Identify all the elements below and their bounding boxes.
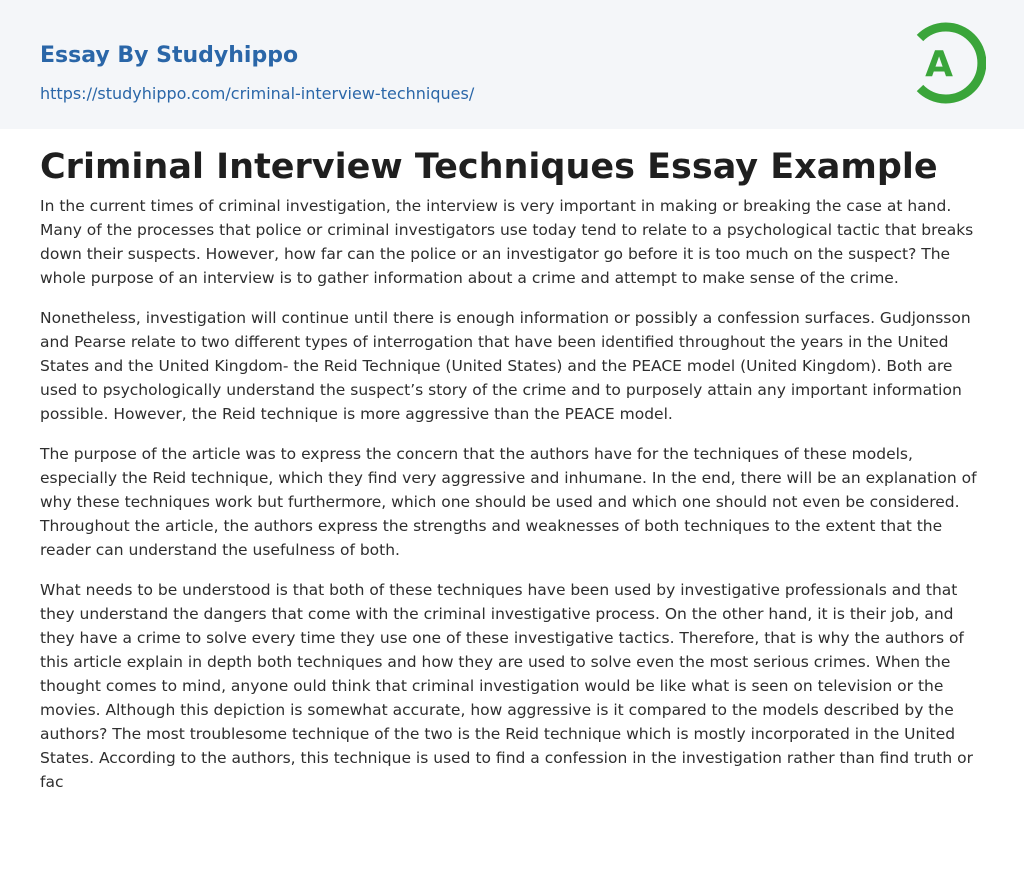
logo-icon xyxy=(912,20,986,106)
site-brand[interactable]: Essay By Studyhippo xyxy=(40,43,299,68)
paragraph-3: The purpose of the article was to express the concern that the authors have for the techniques of these models, especially the Reid technique, which they find very aggressive and inhumane. In the end, there will be an explanation of why these techniques work but furthermore, which one should be used and which one should not even be considered. Throughout the article, the authors express the strengths and weaknesses of both techniques to the extent that the reader can understand the usefulness of both. xyxy=(40,445,977,559)
paragraph-2: Nonetheless, investigation will continue until there is enough information or possibly a confession surfaces. Gudjonsson and Pearse relate to two different types of interrogation that have been identified throughout the years in the United States and the United Kingdom- the Reid Technique (United States) and the PEACE model (United Kingdom). Both are used to psychologically understand the suspect’s story of the crime and to purposely attain any important information possible. However, the Reid technique is more aggressive than the PEACE model. xyxy=(40,309,971,423)
paragraph-1: In the current times of criminal investigation, the interview is very important in making or breaking the case at hand. Many of the processes that police or criminal investigators use today tend to relate to a psychological tactic that breaks down their suspects. However, how far can the police or an investigator go before it is too much on the suspect? The whole purpose of an interview is to gather information about a crime and attempt to make sense of the crime. xyxy=(40,197,974,287)
page-title: Criminal Interview Techniques Essay Example xyxy=(40,147,938,187)
site-header xyxy=(0,0,1024,129)
paragraph-4: What needs to be understood is that both of these techniques have been used by investigative professionals and that they understand the dangers that come with the criminal investigative process. On the other hand, it is their job, and they have a crime to solve every time they use one of these investigative tactics. Therefore, that is why the authors of this article explain in depth both techniques and how they are used to solve even the most serious crimes. When the thought comes to mind, anyone ould think that criminal investigation would be like what is seen on television or the movies. Although this depiction is somewhat accurate, how aggressive is it compared to the models described by the authors? The most troublesome technique of the two is the Reid technique which is mostly incorporated in the United States. According to the authors, this technique is used to find a confession in the investigation rather than find truth or fac xyxy=(40,581,973,791)
studyhippo-logo[interactable] xyxy=(912,20,986,106)
article-url-link[interactable]: https://studyhippo.com/criminal-interview-techniques/ xyxy=(40,84,475,103)
logo-letter: A xyxy=(925,44,953,85)
article-body xyxy=(40,194,986,810)
